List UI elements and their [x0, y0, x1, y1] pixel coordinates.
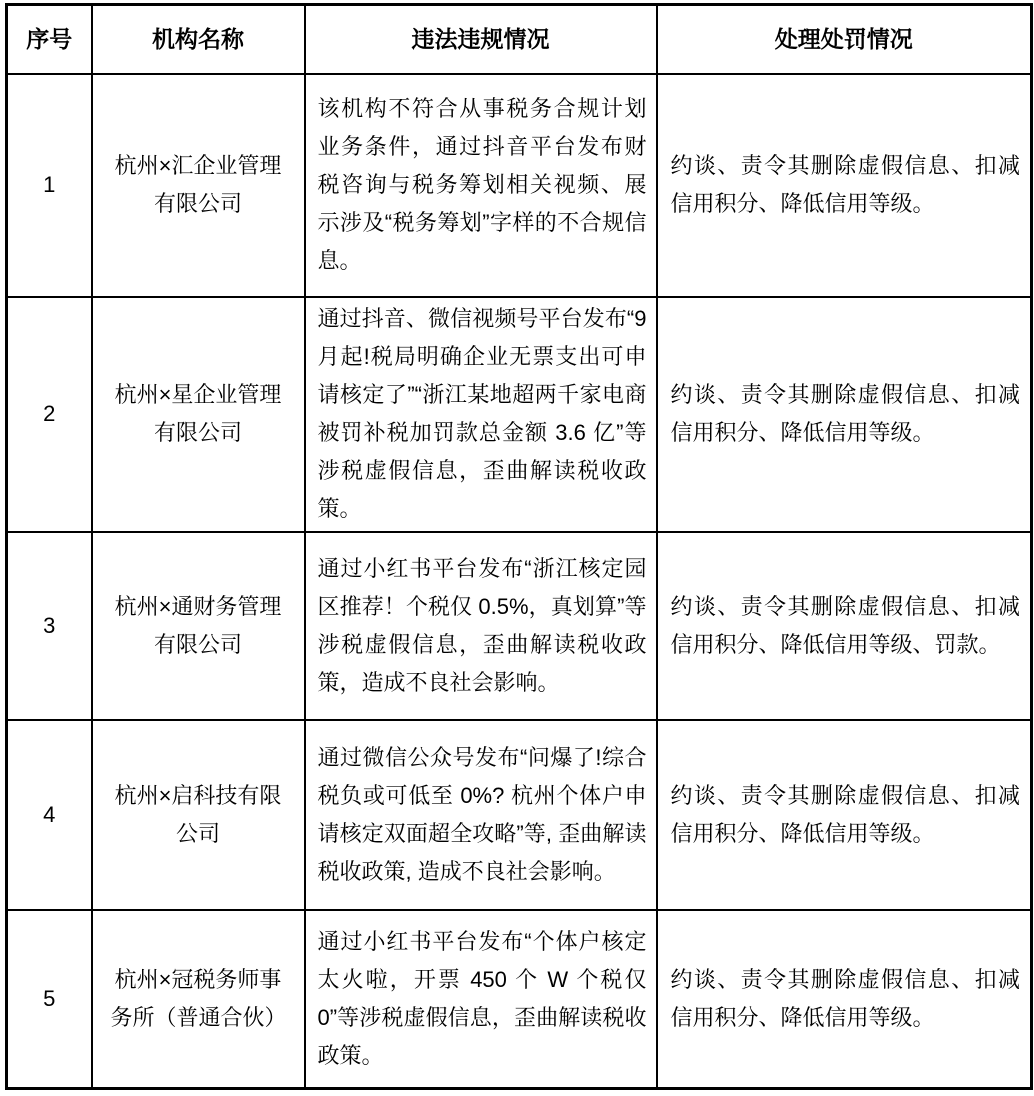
cell-org-name: 杭州×启科技有限公司 — [92, 720, 305, 910]
table-row — [7, 910, 1032, 1089]
cell-punishment: 约谈、责令其删除虚假信息、扣减信用积分、降低信用等级。 — [657, 910, 1032, 1089]
cell-punishment: 约谈、责令其删除虚假信息、扣减信用积分、降低信用等级、罚款。 — [657, 532, 1032, 720]
punishment-table — [5, 3, 1033, 1090]
cell-punishment: 约谈、责令其删除虚假信息、扣减信用积分、降低信用等级。 — [657, 720, 1032, 910]
cell-no: 3 — [7, 532, 92, 720]
cell-violation: 通过小红书平台发布“浙江核定园区推荐！个税仅 0.5%，真划算”等涉税虚假信息，歪曲解读税收政策，造成不良社会影响。 — [305, 532, 657, 720]
cell-punishment: 约谈、责令其删除虚假信息、扣减信用积分、降低信用等级。 — [657, 74, 1032, 297]
cell-violation: 通过抖音、微信视频号平台发布“9 月起!税局明确企业无票支出可申请核定了”“浙江某地超两千家电商被罚补税加罚款总金额 3.6 亿”等涉税虚假信息，歪曲解读税收政策。 — [305, 297, 657, 532]
cell-no: 1 — [7, 74, 92, 297]
header-no: 序号 — [7, 5, 92, 74]
table-row — [7, 532, 1032, 720]
cell-no: 5 — [7, 910, 92, 1089]
cell-violation: 该机构不符合从事税务合规计划业务条件，通过抖音平台发布财税咨询与税务筹划相关视频、展示涉及“税务筹划”字样的不合规信息。 — [305, 74, 657, 297]
cell-org-name: 杭州×星企业管理有限公司 — [92, 297, 305, 532]
table-row — [7, 297, 1032, 532]
cell-no: 2 — [7, 297, 92, 532]
cell-no: 4 — [7, 720, 92, 910]
cell-org-name: 杭州×冠税务师事务所（普通合伙） — [92, 910, 305, 1089]
header-row — [7, 5, 1032, 74]
cell-violation: 通过微信公众号发布“问爆了!综合税负或可低至 0%? 杭州个体户申请核定双面超全攻略”等, 歪曲解读税收政策, 造成不良社会影响。 — [305, 720, 657, 910]
cell-org-name: 杭州×通财务管理有限公司 — [92, 532, 305, 720]
header-name: 机构名称 — [92, 5, 305, 74]
table-row — [7, 720, 1032, 910]
cell-punishment: 约谈、责令其删除虚假信息、扣减信用积分、降低信用等级。 — [657, 297, 1032, 532]
cell-violation: 通过小红书平台发布“个体户核定太火啦，开票 450 个 W 个税仅 0”等涉税虚假信息，歪曲解读税收政策。 — [305, 910, 657, 1089]
header-punishment: 处理处罚情况 — [657, 5, 1032, 74]
table-row — [7, 74, 1032, 297]
cell-org-name: 杭州×汇企业管理有限公司 — [92, 74, 305, 297]
header-violation: 违法违规情况 — [305, 5, 657, 74]
